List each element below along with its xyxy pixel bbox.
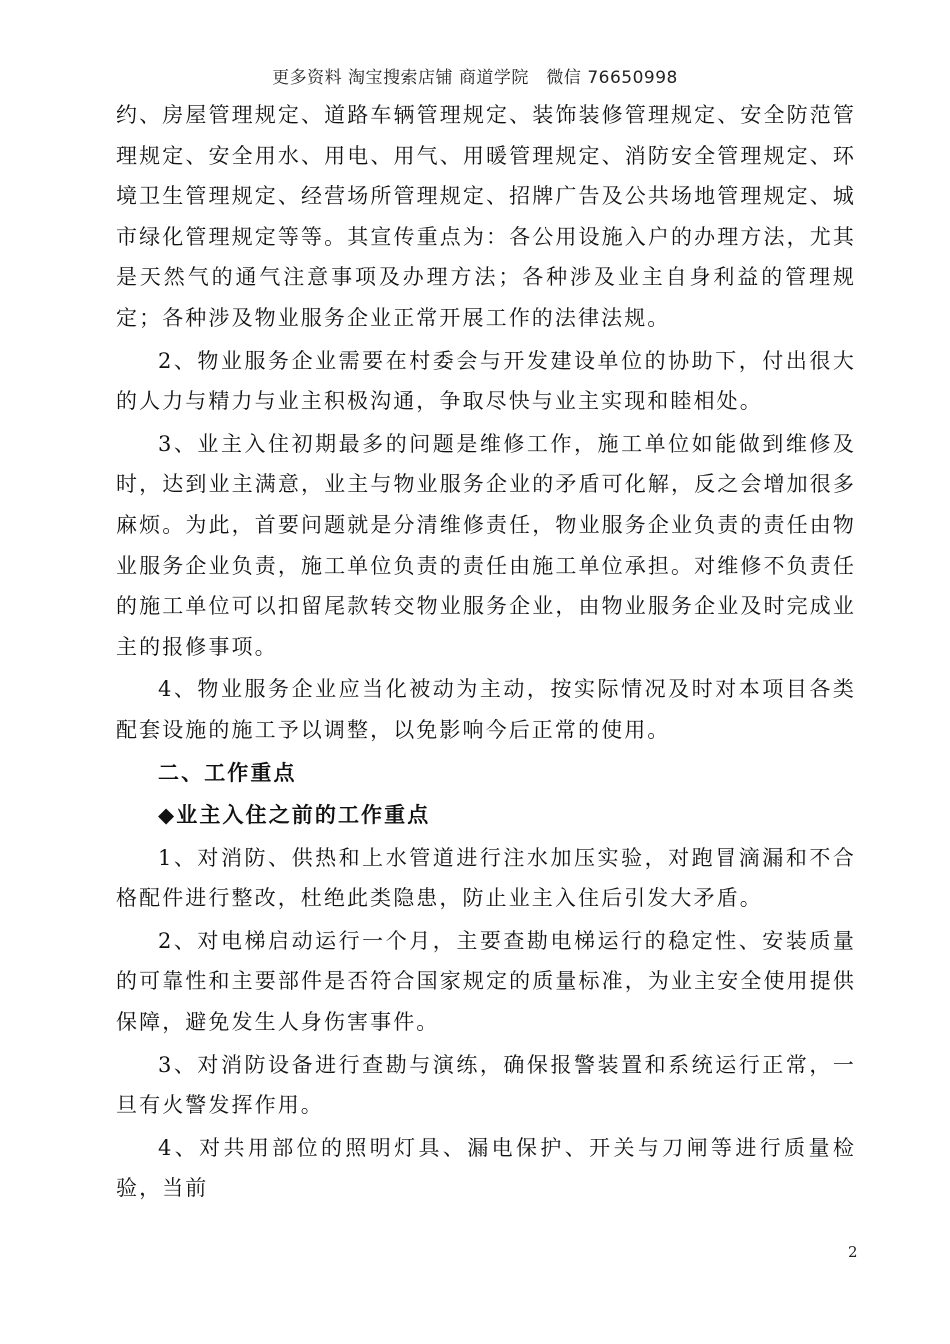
section-heading-work-focus: 二、工作重点 [158, 759, 297, 785]
paragraph-focus-4-lighting: 4、对共用部位的照明灯具、漏电保护、开关与刀闸等进行质量检验，当前 [116, 1135, 856, 1201]
paragraph-focus-3-fire: 3、对消防设备进行查勘与演练，确保报警装置和系统运行正常，一旦有火警发挥作用。 [116, 1052, 856, 1118]
paragraph-item-3-maintenance: 3、业主入住初期最多的问题是维修工作，施工单位如能做到维修及时，达到业主满意，业主与物业服务企业的矛盾可化解，反之会增加很多麻烦。为此，首要问题就是分清维修责任，物业服务企业负责的责任由物业服务企业负责，施工单位负责的责任由施工单位承担。对维修不负责任的施工单位可以扣留尾款转交物业服务企业，由物业服务企业及时完成业主的报修事项。 [116, 431, 856, 659]
subsection-heading-pre-move-in: ◆业主入住之前的工作重点 [158, 802, 431, 828]
page-number: 2 [848, 1243, 858, 1261]
paragraph-item-4-adjustment: 4、物业服务企业应当化被动为主动，按实际情况及时对本项目各类配套设施的施工予以调整，以免影响今后正常的使用。 [116, 677, 856, 742]
paragraph-focus-1-pipes: 1、对消防、供热和上水管道进行注水加压实验，对跑冒滴漏和不合格配件进行整改，杜绝此类隐患，防止业主入住后引发大矛盾。 [116, 845, 856, 911]
paragraph-focus-2-elevator: 2、对电梯启动运行一个月，主要查勘电梯运行的稳定性、安装质量的可靠性和主要部件是否符合国家规定的质量标准，为业主安全使用提供保障，避免发生人身伤害事件。 [116, 928, 856, 1035]
page-header: 更多资料 淘宝搜索店铺 商道学院 微信 76650998 [272, 68, 678, 88]
paragraph-publicity-rules: 约、房屋管理规定、道路车辆管理规定、装饰装修管理规定、安全防范管理规定、安全用水、用电、用气、用暖管理规定、消防安全管理规定、环境卫生管理规定、经营场所管理规定、招牌广告及公共场地管理规定、城市绿化管理规定等等。其宣传重点为：各公用设施入户的办理方法，尤其是天然气的通气注意事项及办理方法；各种涉及业主自身利益的管理规定；各种涉及物业服务企业正常开展工作的法律法规。 [116, 103, 856, 330]
paragraph-item-2-communication: 2、物业服务企业需要在村委会与开发建设单位的协助下，付出很大的人力与精力与业主积极沟通，争取尽快与业主实现和睦相处。 [116, 348, 856, 414]
document-body [116, 95, 856, 1211]
